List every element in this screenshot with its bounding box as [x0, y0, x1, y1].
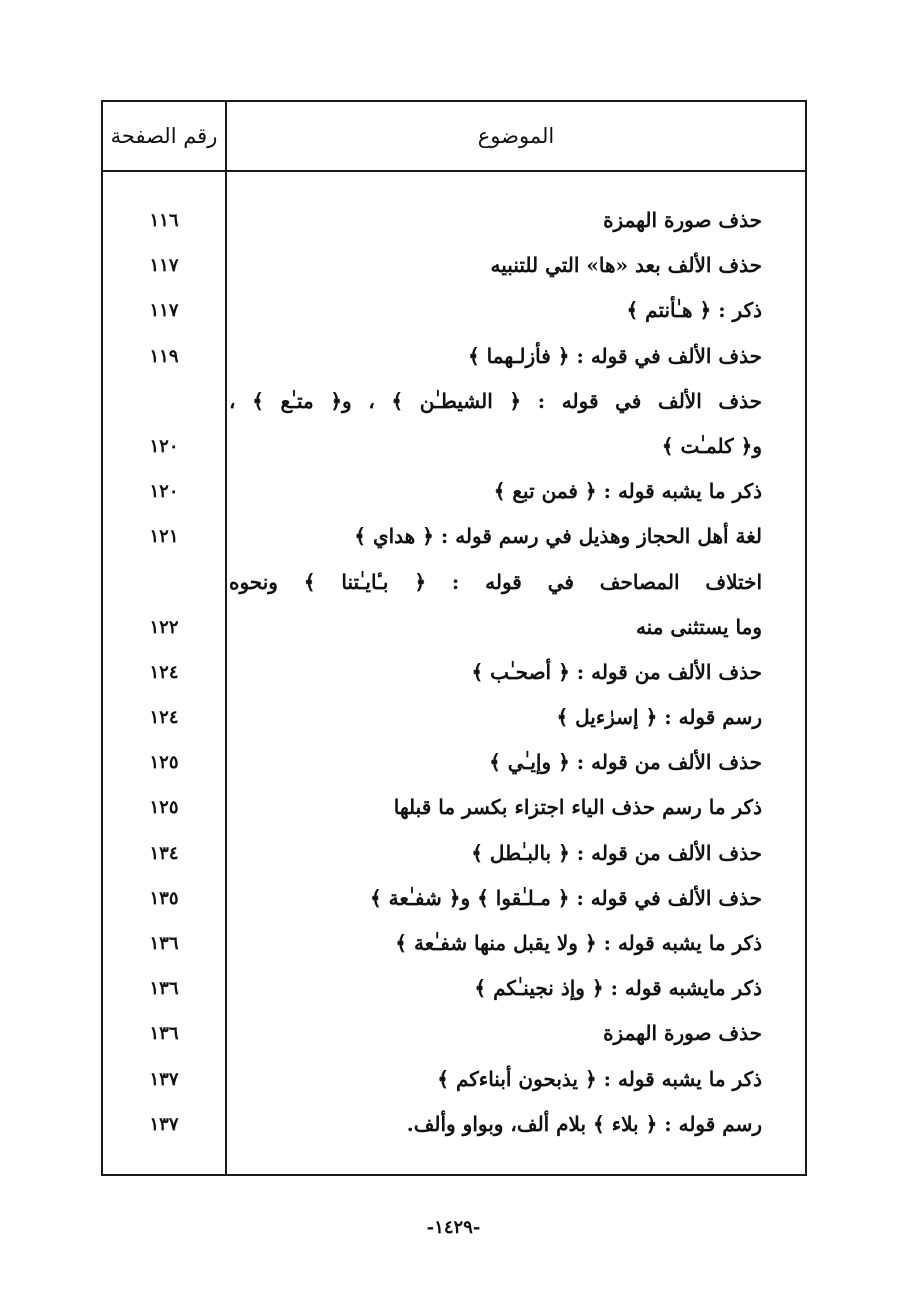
entry-page-number: ١٢٠ — [149, 435, 179, 457]
entry-title: ذكر ما رسم حذف الياء اجتزاء بكسر ما قبلها — [393, 795, 762, 820]
entry-page-number: ١٢١ — [149, 526, 179, 548]
entry-page-number: ١٣٦ — [149, 978, 179, 1000]
entry-page-number: ١٢٢ — [149, 616, 179, 638]
entry-title: لغة أهل الحجاز وهذيل في رسم قوله : ﴿ هداي ﴾ — [354, 524, 762, 549]
entry-title: حذف صورة الهمزة — [603, 208, 762, 232]
entry-title: ذكر ما يشبه قوله : ﴿ ولا يقبل منها شفـٰعة ﴾ — [395, 931, 762, 955]
entry-page-number: ١٣٦ — [149, 1023, 179, 1045]
toc-entry — [103, 605, 805, 650]
toc-entry — [103, 469, 805, 514]
entry-title: حذف الألف من قوله : ﴿ بالبـٰطل ﴾ — [471, 840, 762, 865]
toc-entry — [103, 288, 805, 333]
page-number: -١٤٢٩- — [426, 1217, 481, 1238]
entry-title: اختلاف المصاحف في قوله : ﴿ بـٔايـٰتنا ﴾ ونحوه — [229, 569, 762, 594]
entry-page-number: ١٣٤ — [149, 842, 179, 864]
toc-entry — [103, 1102, 805, 1147]
toc-table — [101, 100, 807, 1176]
toc-entry — [103, 1011, 805, 1056]
entry-title: حذف الألف من قوله : ﴿ أصحـٰب ﴾ — [471, 659, 762, 684]
entry-page-number: ١٢٠ — [149, 481, 179, 503]
entry-title: ذكر ما يشبه قوله : ﴿ يذبحون أبناءكم ﴾ — [437, 1066, 762, 1091]
toc-entry — [103, 831, 805, 876]
toc-entry — [103, 243, 805, 288]
entry-title: حذف الألف في قوله : ﴿ مـلـٰقوا ﴾ و﴿ شفـٰعة ﴾ — [369, 885, 762, 910]
entry-title: حذف الألف من قوله : ﴿ وإيـٰي ﴾ — [489, 750, 762, 775]
toc-entry — [103, 650, 805, 695]
entry-page-number: ١٣٥ — [149, 887, 179, 909]
toc-entry — [103, 198, 805, 243]
entry-page-number: ١١٧ — [149, 300, 179, 322]
toc-entry — [103, 560, 805, 605]
toc-entry — [103, 514, 805, 559]
entry-page-number: ١١٦ — [149, 210, 179, 231]
entry-page-number: ١٣٧ — [149, 1113, 179, 1135]
entry-page-number: ١٢٥ — [149, 797, 179, 819]
entry-title: ذكر مايشبه قوله : ﴿ وإذ نجينـٰكم ﴾ — [474, 976, 762, 1001]
entry-page-number: ١٢٥ — [149, 752, 179, 774]
toc-entry — [103, 785, 805, 830]
toc-entry — [103, 1057, 805, 1102]
toc-entry — [103, 334, 805, 379]
page-column-header: رقم الصفحة — [110, 124, 218, 148]
toc-entry — [103, 695, 805, 740]
entry-page-number: ١٣٧ — [149, 1068, 179, 1090]
toc-entry — [103, 379, 805, 424]
entry-page-number: ١١٩ — [149, 345, 179, 367]
entry-title: ذكر ما يشبه قوله : ﴿ فمن تبع ﴾ — [493, 479, 762, 504]
topic-column-header: الموضوع — [477, 124, 555, 148]
toc-entry — [103, 424, 805, 469]
entry-title: حذف الألف في قوله : ﴿ الشيطـٰن ﴾ ، و﴿ متـٰع ﴾ ، — [229, 388, 762, 413]
entry-title: ذكر : ﴿ هـٰأنتم ﴾ — [626, 298, 762, 323]
entry-title: حذف الألف في قوله : ﴿ فأزلـهما ﴾ — [468, 343, 762, 368]
entry-page-number: ١٢٤ — [149, 707, 179, 729]
entry-page-number — [103, 379, 225, 424]
entry-title: وما يستثنى منه — [635, 614, 762, 639]
entry-title: حذف صورة الهمزة — [603, 1021, 762, 1046]
entry-title: حذف الألف بعد «ها» التي للتنبيه — [490, 253, 762, 278]
toc-entry — [103, 966, 805, 1011]
entry-page-number: ١٢٤ — [149, 661, 179, 683]
entry-page-number — [103, 560, 225, 605]
header-divider — [103, 170, 805, 172]
entry-page-number: ١١٧ — [149, 255, 179, 277]
toc-entries — [103, 198, 805, 1147]
entry-title: و﴿ كلمـٰت ﴾ — [661, 433, 762, 458]
toc-entry — [103, 876, 805, 921]
entry-title: رسم قوله : ﴿ بلاء ﴾ بلام ألف، وبواو وألف. — [406, 1111, 762, 1136]
toc-entry — [103, 921, 805, 966]
toc-entry — [103, 740, 805, 785]
entry-title: رسم قوله : ﴿ إسرٰءيل ﴾ — [556, 705, 762, 730]
entry-page-number: ١٣٦ — [149, 933, 179, 954]
